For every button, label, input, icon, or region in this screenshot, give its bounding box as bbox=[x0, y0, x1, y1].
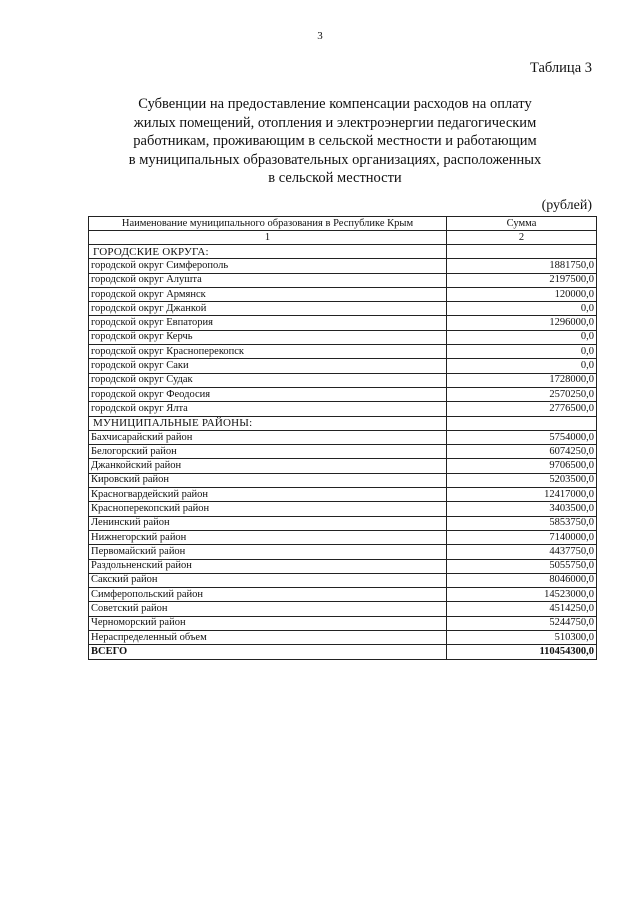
subsidy-table-body bbox=[89, 217, 597, 660]
municipality-name: городской округ Алушта bbox=[89, 273, 447, 287]
title-line: жилых помещений, отопления и электроэнергии педагогическим bbox=[133, 114, 537, 131]
section-row bbox=[89, 245, 597, 259]
section-empty-cell bbox=[447, 245, 597, 259]
amount-value: 1296000,0 bbox=[447, 316, 597, 330]
document-title bbox=[80, 95, 590, 188]
table-row bbox=[89, 545, 597, 559]
section-title: МУНИЦИПАЛЬНЫЕ РАЙОНЫ: bbox=[89, 416, 447, 430]
total-value: 110454300,0 bbox=[447, 645, 597, 659]
municipality-name: городской округ Джанкой bbox=[89, 302, 447, 316]
municipality-name: Белогорский район bbox=[89, 445, 447, 459]
table-label: Таблица 3 bbox=[529, 60, 592, 76]
table-row bbox=[89, 387, 597, 401]
amount-value: 5244750,0 bbox=[447, 616, 597, 630]
subsidy-table bbox=[88, 216, 597, 660]
table-row bbox=[89, 631, 597, 645]
table-row bbox=[89, 273, 597, 287]
table-row bbox=[89, 430, 597, 444]
section-title: ГОРОДСКИЕ ОКРУГА: bbox=[89, 245, 447, 259]
table-row bbox=[89, 316, 597, 330]
table-row bbox=[89, 259, 597, 273]
title-line: в муниципальных образовательных организациях, расположенных bbox=[128, 151, 542, 168]
amount-value: 9706500,0 bbox=[447, 459, 597, 473]
units-label: (рублей) bbox=[541, 198, 592, 213]
amount-value: 510300,0 bbox=[447, 631, 597, 645]
amount-value: 0,0 bbox=[447, 345, 597, 359]
table-row bbox=[89, 287, 597, 301]
amount-value: 5203500,0 bbox=[447, 473, 597, 487]
table-row bbox=[89, 502, 597, 516]
header-name: Наименование муниципального образования в Республике Крым bbox=[89, 217, 447, 231]
municipality-name: городской округ Судак bbox=[89, 373, 447, 387]
municipality-name: Нижнегорский район bbox=[89, 530, 447, 544]
amount-value: 3403500,0 bbox=[447, 502, 597, 516]
table-row bbox=[89, 459, 597, 473]
table-row bbox=[89, 588, 597, 602]
municipality-name: Красноперекопский район bbox=[89, 502, 447, 516]
amount-value: 1728000,0 bbox=[447, 373, 597, 387]
municipality-name: городской округ Ялта bbox=[89, 402, 447, 416]
table-row bbox=[89, 559, 597, 573]
municipality-name: Красногвардейский район bbox=[89, 488, 447, 502]
header-number-2: 2 bbox=[447, 231, 597, 245]
table-row bbox=[89, 516, 597, 530]
municipality-name: Первомайский район bbox=[89, 545, 447, 559]
municipality-name: Черноморский район bbox=[89, 616, 447, 630]
amount-value: 4437750,0 bbox=[447, 545, 597, 559]
municipality-name: Раздольненский район bbox=[89, 559, 447, 573]
table-row bbox=[89, 302, 597, 316]
title-line: Субвенции на предоставление компенсации расходов на оплату bbox=[138, 96, 532, 112]
table-row bbox=[89, 445, 597, 459]
amount-value: 8046000,0 bbox=[447, 573, 597, 587]
amount-value: 2776500,0 bbox=[447, 402, 597, 416]
header-number-1: 1 bbox=[89, 231, 447, 245]
table-row bbox=[89, 359, 597, 373]
municipality-name: Нераспределенный объем bbox=[89, 631, 447, 645]
header-sum: Сумма bbox=[447, 217, 597, 231]
title-line: в сельской местности bbox=[268, 170, 402, 186]
table-header-numbers-row bbox=[89, 231, 597, 245]
amount-value: 6074250,0 bbox=[447, 445, 597, 459]
page-number: 3 bbox=[317, 30, 323, 42]
amount-value: 0,0 bbox=[447, 359, 597, 373]
municipality-name: городской округ Красноперекопск bbox=[89, 345, 447, 359]
table-row bbox=[89, 530, 597, 544]
amount-value: 7140000,0 bbox=[447, 530, 597, 544]
section-row bbox=[89, 416, 597, 430]
municipality-name: городской округ Саки bbox=[89, 359, 447, 373]
amount-value: 5853750,0 bbox=[447, 516, 597, 530]
table-row bbox=[89, 373, 597, 387]
amount-value: 12417000,0 bbox=[447, 488, 597, 502]
amount-value: 120000,0 bbox=[447, 287, 597, 301]
table-row bbox=[89, 616, 597, 630]
table-row bbox=[89, 602, 597, 616]
municipality-name: Симферопольский район bbox=[89, 588, 447, 602]
amount-value: 1881750,0 bbox=[447, 259, 597, 273]
table-row bbox=[89, 330, 597, 344]
municipality-name: городской округ Феодосия bbox=[89, 387, 447, 401]
title-line: работникам, проживающим в сельской местности и работающим bbox=[133, 133, 537, 149]
municipality-name: Кировский район bbox=[89, 473, 447, 487]
amount-value: 5754000,0 bbox=[447, 430, 597, 444]
amount-value: 2197500,0 bbox=[447, 273, 597, 287]
table-row bbox=[89, 345, 597, 359]
table-header-row bbox=[89, 217, 597, 231]
amount-value: 5055750,0 bbox=[447, 559, 597, 573]
municipality-name: городской округ Армянск bbox=[89, 287, 447, 301]
municipality-name: городской округ Евпатория bbox=[89, 316, 447, 330]
municipality-name: городской округ Керчь bbox=[89, 330, 447, 344]
table-row bbox=[89, 473, 597, 487]
table-row bbox=[89, 488, 597, 502]
table-row bbox=[89, 402, 597, 416]
municipality-name: Джанкойский район bbox=[89, 459, 447, 473]
municipality-name: Сакский район bbox=[89, 573, 447, 587]
total-row bbox=[89, 645, 597, 659]
municipality-name: Ленинский район bbox=[89, 516, 447, 530]
amount-value: 0,0 bbox=[447, 302, 597, 316]
amount-value: 4514250,0 bbox=[447, 602, 597, 616]
municipality-name: городской округ Симферополь bbox=[89, 259, 447, 273]
amount-value: 14523000,0 bbox=[447, 588, 597, 602]
subsidy-table-wrapper bbox=[88, 216, 597, 660]
amount-value: 2570250,0 bbox=[447, 387, 597, 401]
table-row bbox=[89, 573, 597, 587]
amount-value: 0,0 bbox=[447, 330, 597, 344]
municipality-name: Советский район bbox=[89, 602, 447, 616]
municipality-name: Бахчисарайский район bbox=[89, 430, 447, 444]
section-empty-cell bbox=[447, 416, 597, 430]
total-label: ВСЕГО bbox=[89, 645, 447, 659]
